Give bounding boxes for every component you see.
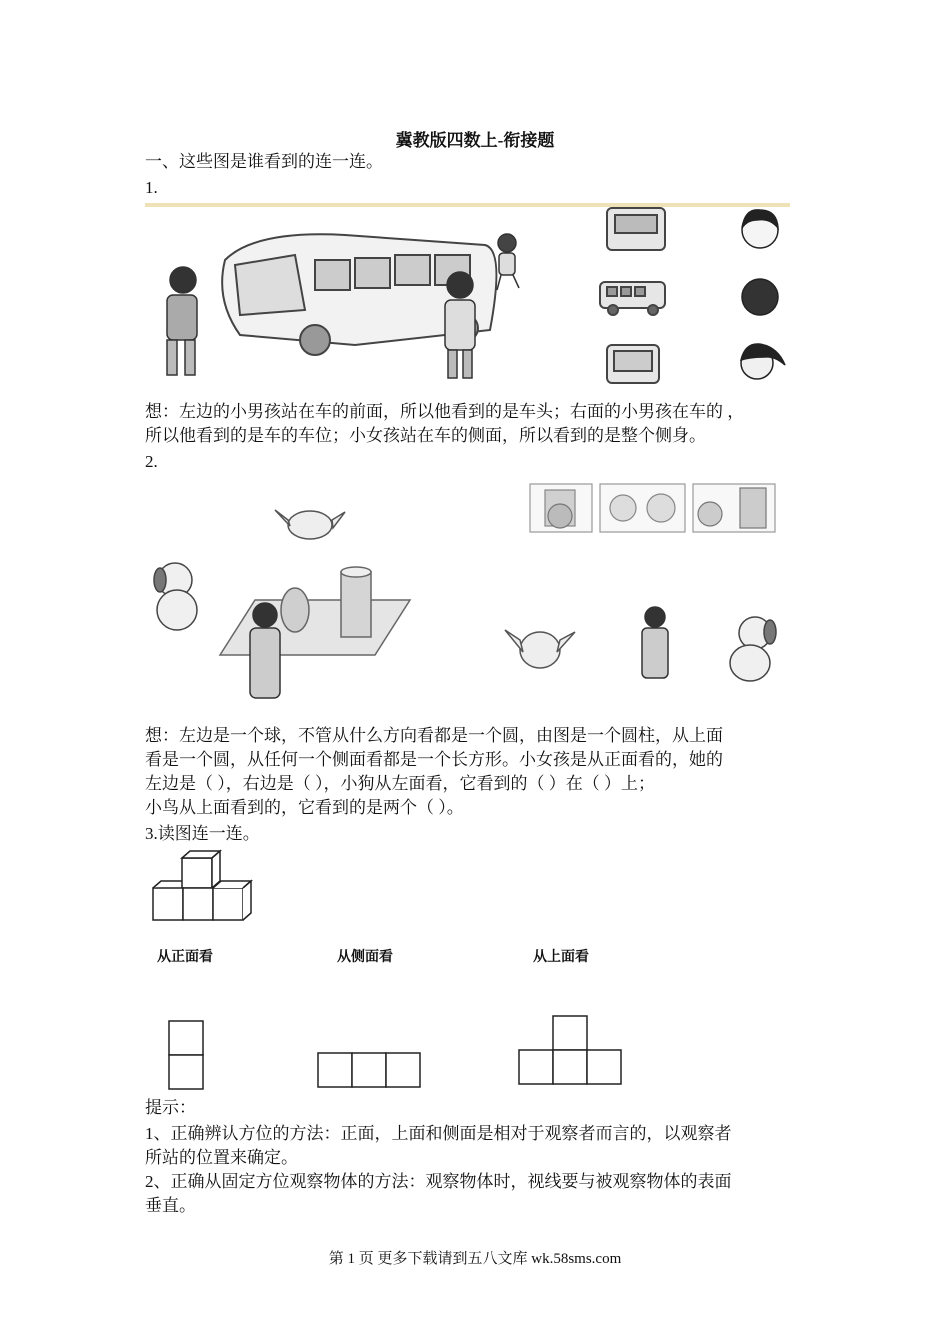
tip1-line1: 1、正确辨认方位的方法：正面，上面和侧面是相对于观察者而言的，以观察者: [145, 1124, 732, 1143]
question1-explanation-line1: 想：左边的小男孩站在车的前面，所以他看到的是车头；右面的小男孩在车的 ，: [145, 402, 745, 421]
question1-illustration: [145, 200, 795, 390]
table-scene: [220, 567, 410, 655]
boy-right-figure: [497, 234, 519, 290]
question2-explanation-line4: 小鸟从上面看到的，它看到的是两个（ ）。: [145, 798, 464, 817]
question1-label: 1.: [145, 178, 158, 197]
bird-top-figure: [275, 510, 345, 539]
tip2-line1: 2、正确从固定方位观察物体的方法：观察物体时，视线要与被观察物体的表面: [145, 1172, 732, 1191]
view-panel-1: [530, 484, 592, 532]
question2-illustration: [145, 480, 795, 710]
shape-t-form: [518, 1015, 624, 1087]
girl-small-figure: [642, 607, 668, 678]
view-side-label: 从侧面看: [337, 949, 393, 965]
view-top-label: 从上面看: [533, 949, 589, 965]
bus-back-view: [607, 345, 659, 383]
bus-front-view: [607, 208, 665, 250]
dog-right-figure: [730, 617, 776, 681]
question2-explanation-line2: 看是一个圆，从任何一个侧面看都是一个长方形。小女孩是从正面看的，她的: [145, 750, 723, 769]
shape-two-vertical: [168, 1020, 208, 1092]
view-panel-3: [693, 484, 775, 532]
dog-left-figure: [154, 563, 197, 630]
girl-figure: [445, 272, 475, 378]
question1-explanation-line2: 所以他看到的是车的车位；小女孩站在车的侧面，所以看到的是整个侧身。: [145, 426, 706, 445]
girl-head: [741, 344, 785, 379]
girl-back-figure: [250, 603, 280, 698]
question2-label: 2.: [145, 452, 158, 471]
section1-heading: 一、这些图是谁看到的连一连。: [145, 152, 383, 171]
tip1-line2: 所站的位置来确定。: [145, 1148, 298, 1167]
question3-label: 3.读图连一连。: [145, 824, 260, 843]
view-panel-2: [600, 484, 685, 532]
question2-explanation-line3: 左边是（ ），右边是（ ），小狗从左面看，它看到的（ ）在（ ）上；: [145, 774, 655, 793]
shape-three-horizontal: [317, 1052, 423, 1090]
boy-back-head: [742, 279, 778, 315]
question2-explanation-line1: 想：左边是一个球，不管从什么方向看都是一个圆，由图是一个圆柱，从上面: [145, 726, 723, 745]
page-footer: 第 1 页 更多下载请到五八文库 wk.58sms.com: [328, 1251, 622, 1267]
boy-face-head: [742, 210, 778, 248]
cube-stack-figure: [150, 850, 260, 925]
tips-heading: 提示：: [145, 1098, 196, 1117]
view-front-label: 从正面看: [157, 949, 213, 965]
tip2-line2: 垂直。: [145, 1196, 196, 1215]
bird-bottom-figure: [505, 630, 575, 668]
boy-left-figure: [167, 267, 197, 375]
page-title: 冀教版四数上-衔接题: [395, 131, 555, 150]
bus-side-view: [600, 282, 665, 315]
